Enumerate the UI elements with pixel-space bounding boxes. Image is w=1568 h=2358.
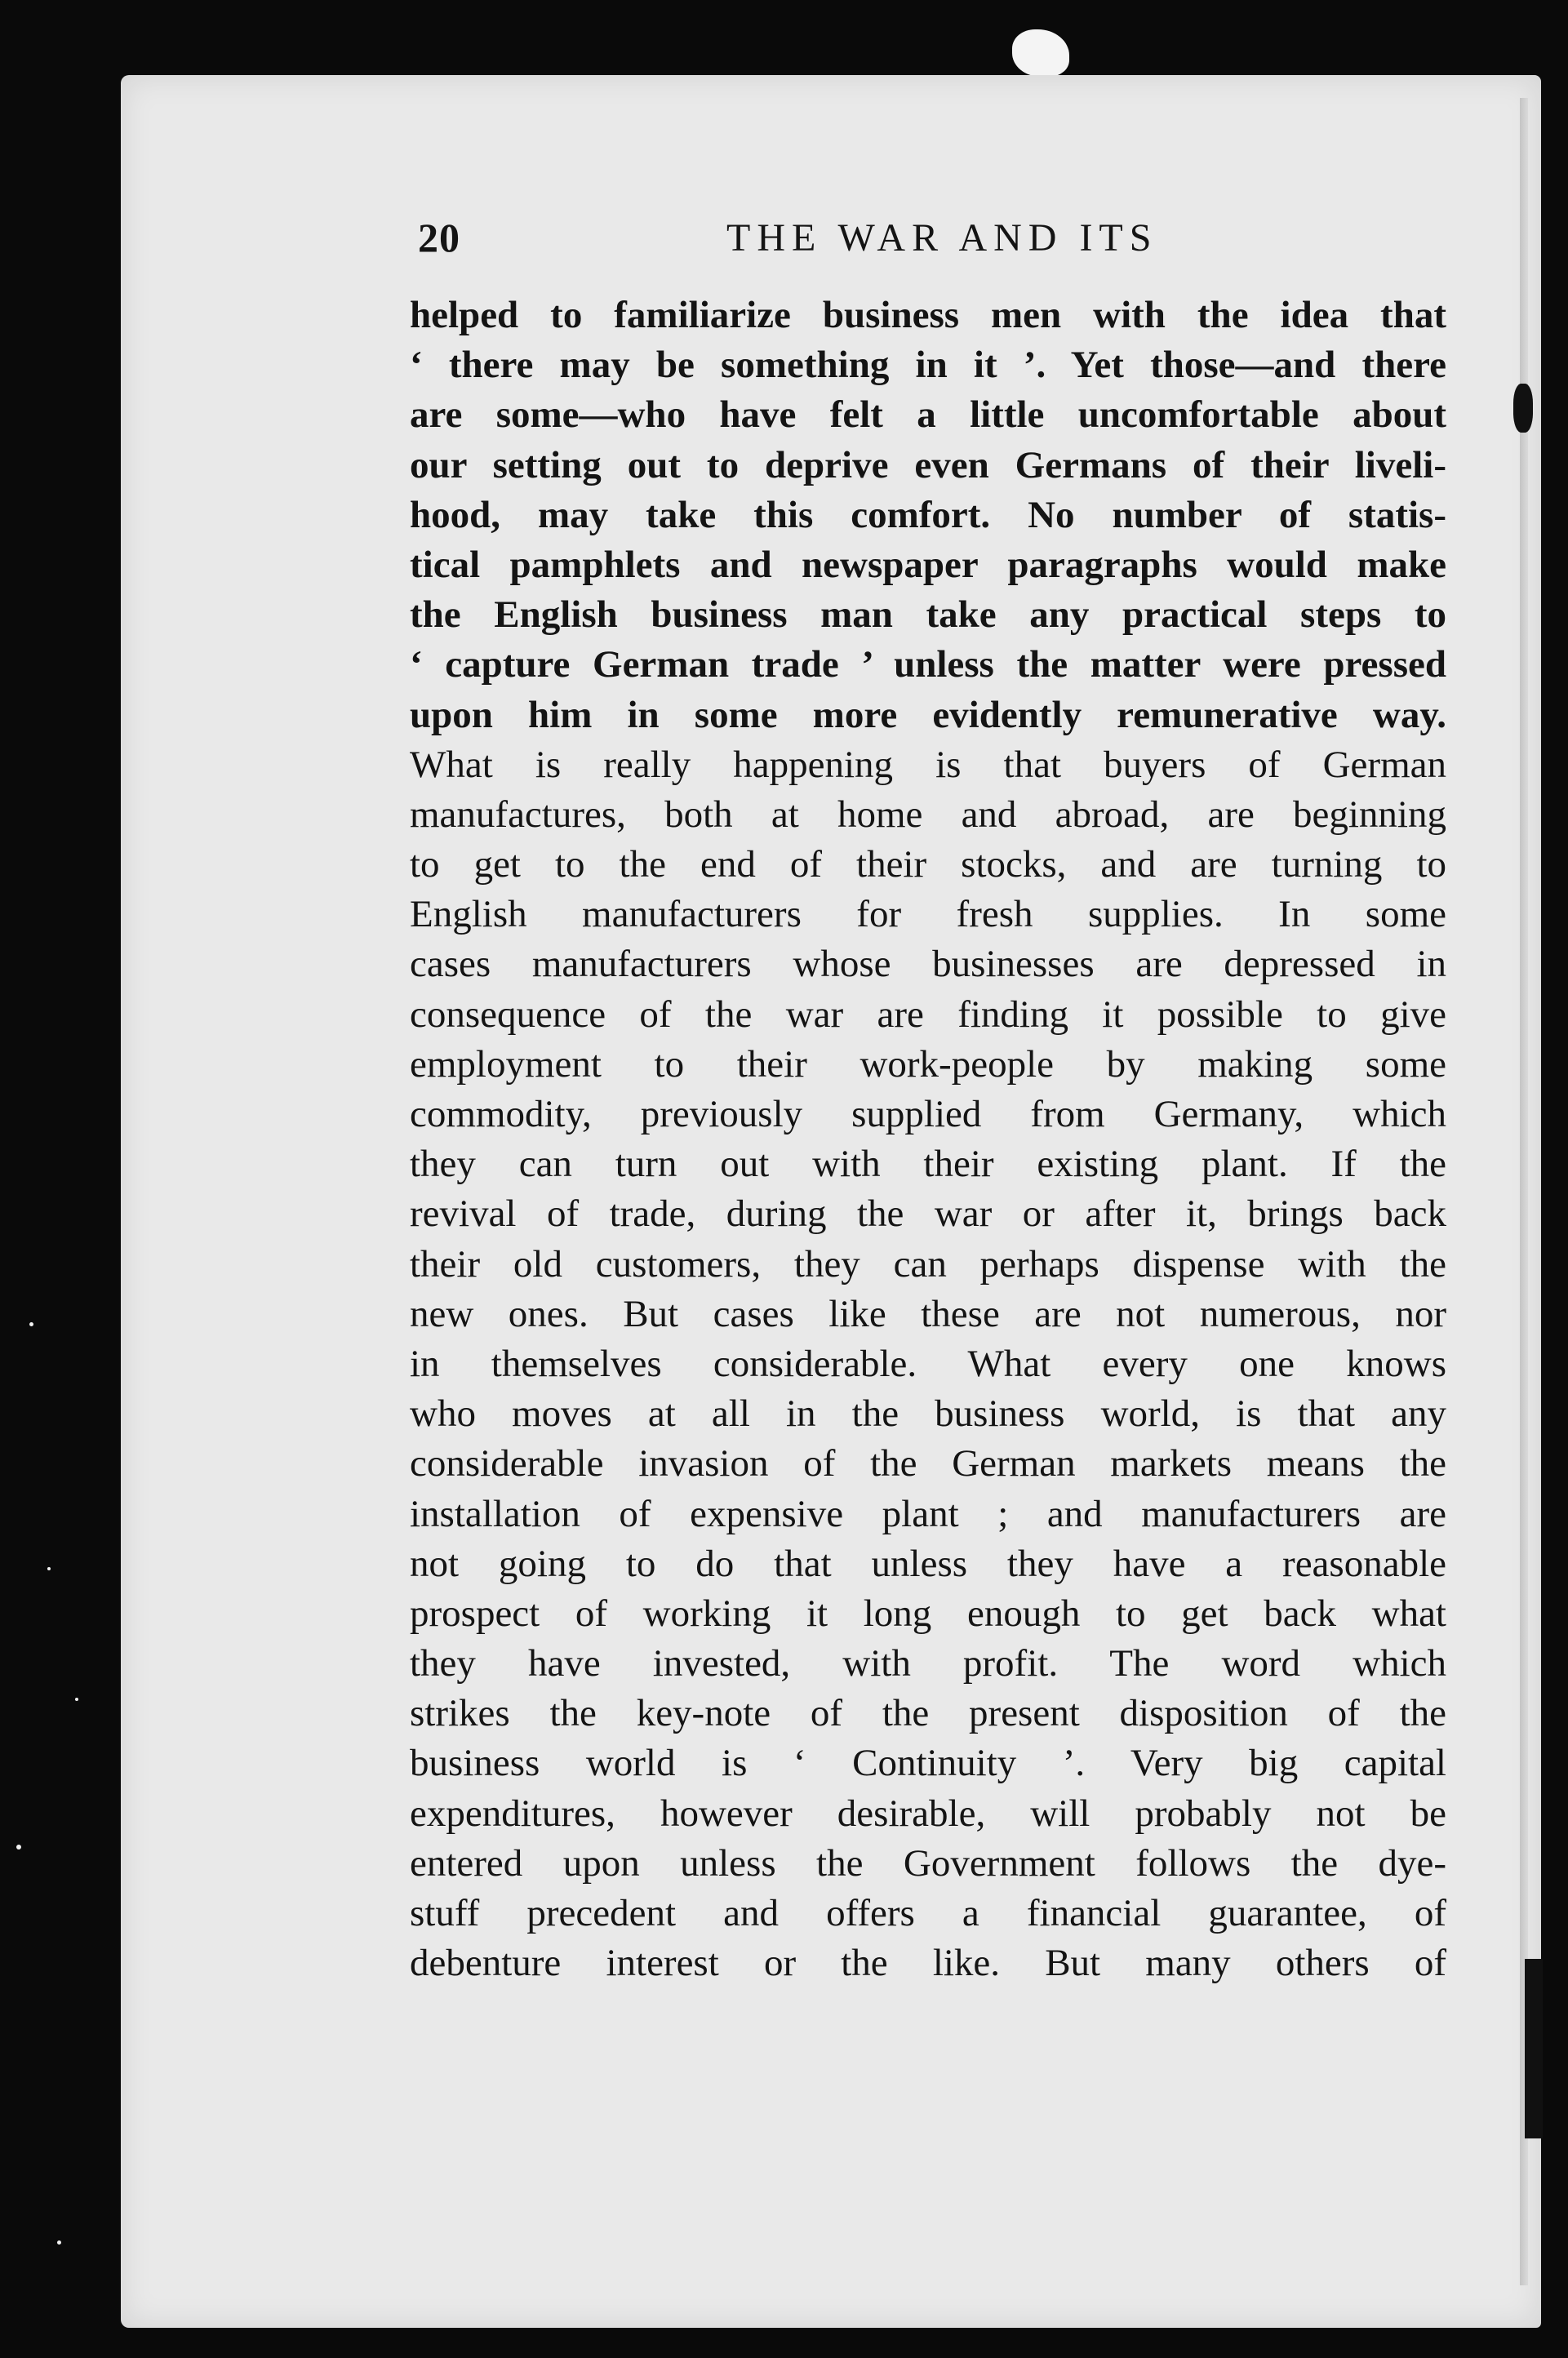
text-line: hood, may take this comfort. No number of statis-: [410, 493, 1446, 536]
text-line: cases manufacturers whose businesses are depressed in: [410, 943, 1446, 986]
edge-mark-lower: [1525, 1959, 1543, 2138]
text-line: entered upon unless the Government follows the dye-: [410, 1841, 1446, 1885]
text-line: consequence of the war are finding it possible to give: [410, 992, 1446, 1036]
running-head: THE WAR AND ITS: [726, 216, 1158, 260]
speck: [47, 1567, 51, 1570]
page-header: [418, 214, 1448, 271]
text-line: are some—who have felt a little uncomfortable about: [410, 393, 1446, 437]
text-line: not going to do that unless they have a reasonable: [410, 1542, 1446, 1585]
text-line: our setting out to deprive even Germans of their liveli-: [410, 443, 1446, 486]
text-line: What is really happening is that buyers of German: [410, 743, 1446, 786]
text-line: they have invested, with profit. The word which: [410, 1642, 1446, 1685]
text-line: in themselves considerable. What every one knows: [410, 1342, 1446, 1385]
text-line: to get to the end of their stocks, and are turning to: [410, 843, 1446, 886]
text-line: stuff precedent and offers a financial guarantee, of: [410, 1892, 1446, 1934]
ink-blot: [1012, 29, 1069, 77]
text-line: they can turn out with their existing plant. If the: [410, 1143, 1446, 1186]
text-line: prospect of working it long enough to get back what: [410, 1592, 1446, 1635]
text-line: ‘ capture German trade ’ unless the matter were pressed: [410, 643, 1446, 686]
text-line: commodity, previously supplied from Germany, which: [410, 1093, 1446, 1135]
text-line: helped to familiarize business men with the idea that: [410, 294, 1446, 336]
text-line: considerable invasion of the German markets means the: [410, 1442, 1446, 1485]
text-line: expenditures, however desirable, will probably not be: [410, 1792, 1446, 1835]
text-line: tical pamphlets and newspaper paragraphs would make: [410, 543, 1446, 586]
text-line: upon him in some more evidently remunerative way.: [410, 693, 1446, 736]
page-number: 20: [418, 215, 460, 260]
text-line: revival of trade, during the war or after it, brings back: [410, 1192, 1446, 1236]
text-line: strikes the key-note of the present disposition of the: [410, 1692, 1446, 1735]
speck: [57, 2240, 61, 2245]
text-line: new ones. But cases like these are not numerous, nor: [410, 1292, 1446, 1335]
text-line: installation of expensive plant ; and manufacturers are: [410, 1492, 1446, 1535]
edge-mark: [1513, 384, 1533, 433]
speck: [16, 1845, 21, 1850]
speck: [29, 1322, 33, 1326]
text-line: who moves at all in the business world, is that any: [410, 1392, 1446, 1436]
speck: [75, 1698, 78, 1701]
text-line: their old customers, they can perhaps dispense with the: [410, 1242, 1446, 1286]
text-line: English manufacturers for fresh supplies. In some: [410, 893, 1446, 936]
text-line: manufactures, both at home and abroad, are beginning: [410, 793, 1446, 836]
text-line: the English business man take any practical steps to: [410, 593, 1446, 637]
text-line: debenture interest or the like. But many others of: [410, 1942, 1446, 1985]
body-text: [410, 291, 1446, 1988]
text-line: employment to their work-people by making some: [410, 1042, 1446, 1086]
text-line: business world is ‘ Continuity ’. Very big capital: [410, 1742, 1446, 1785]
text-line: ‘ there may be something in it ’. Yet those—and there: [410, 344, 1446, 387]
